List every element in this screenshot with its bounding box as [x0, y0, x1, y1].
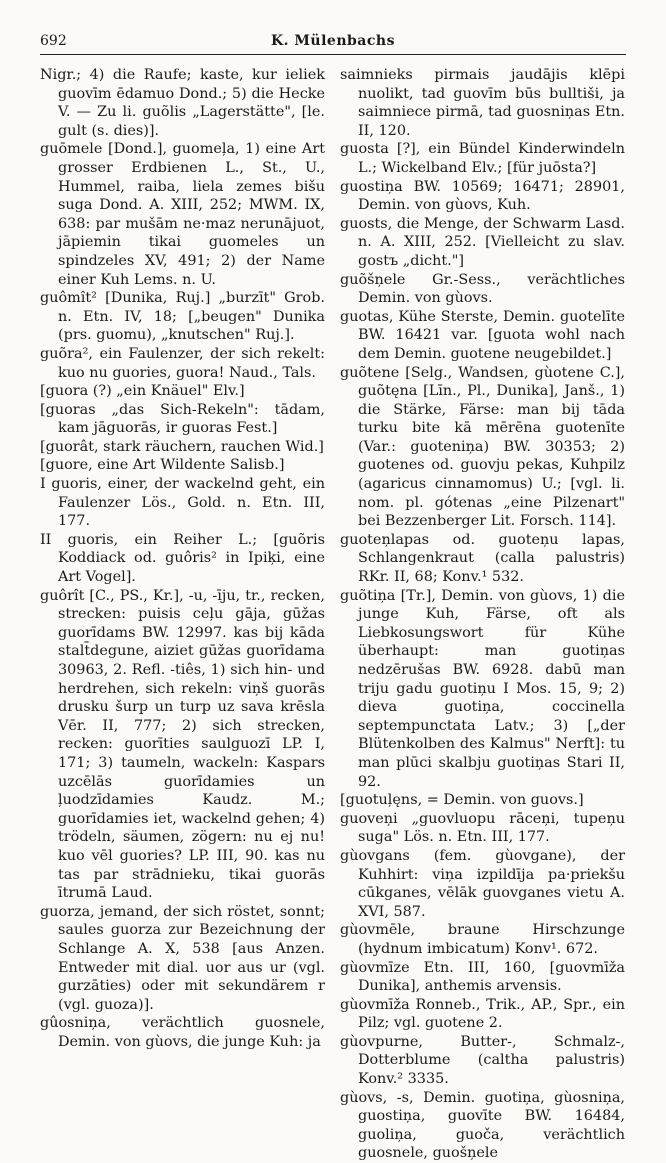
dictionary-entry: guõšņele Gr.-Sess., verächtliches Demin. von gùovs.: [340, 271, 625, 307]
dictionary-entry: gùovmīze Etn. III, 160, [guovmīža Dunika], anthemis arvensis.: [340, 959, 625, 995]
dictionary-entry: guorza, jemand, der sich röstet, sonnt; saules guorza zur Bezeichnung der Schlange A. X, 538 [aus Anzen. Entweder mit dial. uor aus ur (vgl. gurzāties) oder mit sekundärem r (vgl. guoza)].: [40, 903, 325, 1013]
dictionary-entry: guoteņlapas od. guoteņu lapas, Schlangenkraut (calla palustris) RKr. II, 68; Konv.¹ 532.: [340, 531, 625, 586]
dictionary-entry: guōmele [Dond.], guomeļa, 1) eine Art grosser Erdbienen L., St., U., Hummel, raiba, liela zemes bišu suga Dond. A. XIII, 252; MWM. IX, 638: par mušām ne·maz nerunājuot, jāpiemin tikai guomeles un spindzeles XV, 491; 2) der Name einer Kuh Lems. n. U.: [40, 141, 325, 288]
dictionary-entry: Nigr.; 4) die Raufe; kaste, kur ieliek guovīm ēdamuo Dond.; 5) die Hecke V. — Zu li. guõlis „Lagerstätte", [le. gult (s. dies)].: [40, 67, 325, 139]
dictionary-entry: [guorât, stark räuchern, rauchen Wid.]: [40, 438, 324, 455]
dictionary-entry: [guoras „das Sich-Rekeln": tādam, kam jāguorās, ir guoras Fest.]: [40, 401, 325, 437]
dictionary-entry: I guoris, einer, der wackelnd geht, ein Faulenzer Lös., Gold. n. Etn. III, 177.: [40, 476, 325, 530]
dictionary-entry: gûosniņa, verächtlich guosnele, Demin. von gùovs, die junge Kuh: ja: [40, 1015, 325, 1050]
dictionary-entry: gùovgans (fem. gùovgane), der Kuhhirt: viņa izpildīja pa·priekšu cūkganes, vēlāk guovganes vietu A. XVI, 587.: [340, 847, 625, 920]
page-header: [40, 30, 626, 55]
dictionary-entry: guômît² [Dunika, Ruj.] „burzīt" Grob. n. Etn. IV, 18; [„beugen" Dunika (prs. guomu), „knutschen" Ruj.].: [40, 290, 325, 344]
dictionary-entry: guotas, Kühe Sterste, Demin. guotelīte BW. 16421 var. [guota wohl nach dem Demin. guotene neugebildet.]: [340, 308, 625, 362]
dictionary-entry: gùovs, -s, Demin. guotiņa, gùosniņa, guostiņa, guovīte BW. 16484, guoliņa, guoča, verächtlich guosnele, guošņele: [340, 1089, 625, 1162]
running-head-author: K. Mülenbachs: [271, 33, 395, 49]
dictionary-entry: saimnieks pirmais jaudājis klēpi nuolikt, tad guovīm būs bulltiši, ja saimniece pirmā, tad guosniņas Etn. II, 120.: [340, 67, 625, 139]
dictionary-entry: guôrît [C., PS., Kr.], -u, -īju, tr., recken, strecken: puisis ceļu gāja, gūžas guorīdams BW. 12997. kas bij kāda stalt̄degune, aiziet gūžas guorīdama 30963, 2. Refl. -tiês, 1) sich hin- und herdrehen, sich rekeln: viņš guorās drusku šurp un turp uz sava krēsla Vēr. II, 777; 2) sich strecken, recken: guorīties saulguozī LP. I, 171; 3) taumeln, wackeln: Kaspars uzcēlās guorīdamies un ļuodzīdamies Kaudz. M.; guorīdamies iet, wackelnd gehen; 4) trödeln, säumen, zögern: nu ej nu! kuo vēl guories? LP. III, 90. kas nu tas par strādnieku, tikai guorās ītrumā Laud.: [40, 587, 325, 902]
dictionary-entry: guostiņa BW. 10569; 16471; 28901, Demin. von gùovs, Kuh.: [340, 178, 625, 214]
left-column: [40, 66, 325, 1050]
dictionary-entry: guõtene [Selg., Wandsen, gùotene C.], guõtęna [Līn., Pl., Dunika], Janš., 1) die Stärke, Färse: man bij tāda turku bite kā mērēna guotenīte (Var.: guoteniņa) BW. 30353; 2) guotenes od. guovju pekas, Kuhpilz (agaricus cinnamomus) U.; [vgl. li. nom. pl. gótenas „eine Pilzenart" bei Bezzenberger Lit. Forsch. 114].: [340, 364, 625, 530]
dictionary-entry: gùovmēle, braune Hirschzunge (hydnum imbicatum) Konv¹. 672.: [340, 922, 625, 957]
dictionary-entry: II guoris, ein Reiher L.; [guõris Koddiack od. guôris² in Ipiķi, eine Art Vogel].: [40, 531, 325, 586]
dictionary-entry: guõtiņa [Tr.], Demin. von gùovs, 1) die junge Kuh, Färse, oft als Liebkosungswort für Kühe überhaupt: man guotiņas nedzērušas BW. 6928. dabū man triju gadu guotiņu I Mos. 15, 9; 2) dieva guotiņa, coccinella septempunctata Latv.; 3) [„der Blütenkolben des Kalmus" Nerft]: tu man plūci skalbju guotiņas Stari II, 92.: [340, 587, 625, 790]
dictionary-entry: guosts, die Menge, der Schwarm Lasd. n. A. XIII, 252. [Vielleicht zu slav. gostъ „dicht."]: [340, 215, 625, 269]
dictionary-entry: guõra², ein Faulenzer, der sich rekelt: kuo nu guories, guora! Naud., Tals.: [40, 345, 325, 381]
dictionary-entry: [guotuļęns, = Demin. von guovs.]: [340, 792, 584, 809]
dictionary-entry: [guora (?) „ein Knäuel" Elv.]: [40, 383, 245, 400]
dictionary-entry: guoveņi „guovluopu rāceņi, tupeņu suga" Lös. n. Etn. III, 177.: [340, 810, 625, 846]
dictionary-entry: [guore, eine Art Wildente Salisb.]: [40, 457, 285, 474]
dictionary-entry: gùovpurne, Butter-, Schmalz-, Dotterblume (caltha palustris) Konv.² 3335.: [340, 1033, 625, 1088]
page-number: 692: [40, 33, 67, 49]
right-column: [340, 66, 625, 1162]
dictionary-entry: gùovmīža Ronneb., Trik., AP., Spr., ein Pilz; vgl. guotene 2.: [340, 996, 625, 1032]
dictionary-entry: guosta [?], ein Bündel Kinderwindeln L.; Wickelband Elv.; [für juōsta?]: [340, 141, 625, 176]
